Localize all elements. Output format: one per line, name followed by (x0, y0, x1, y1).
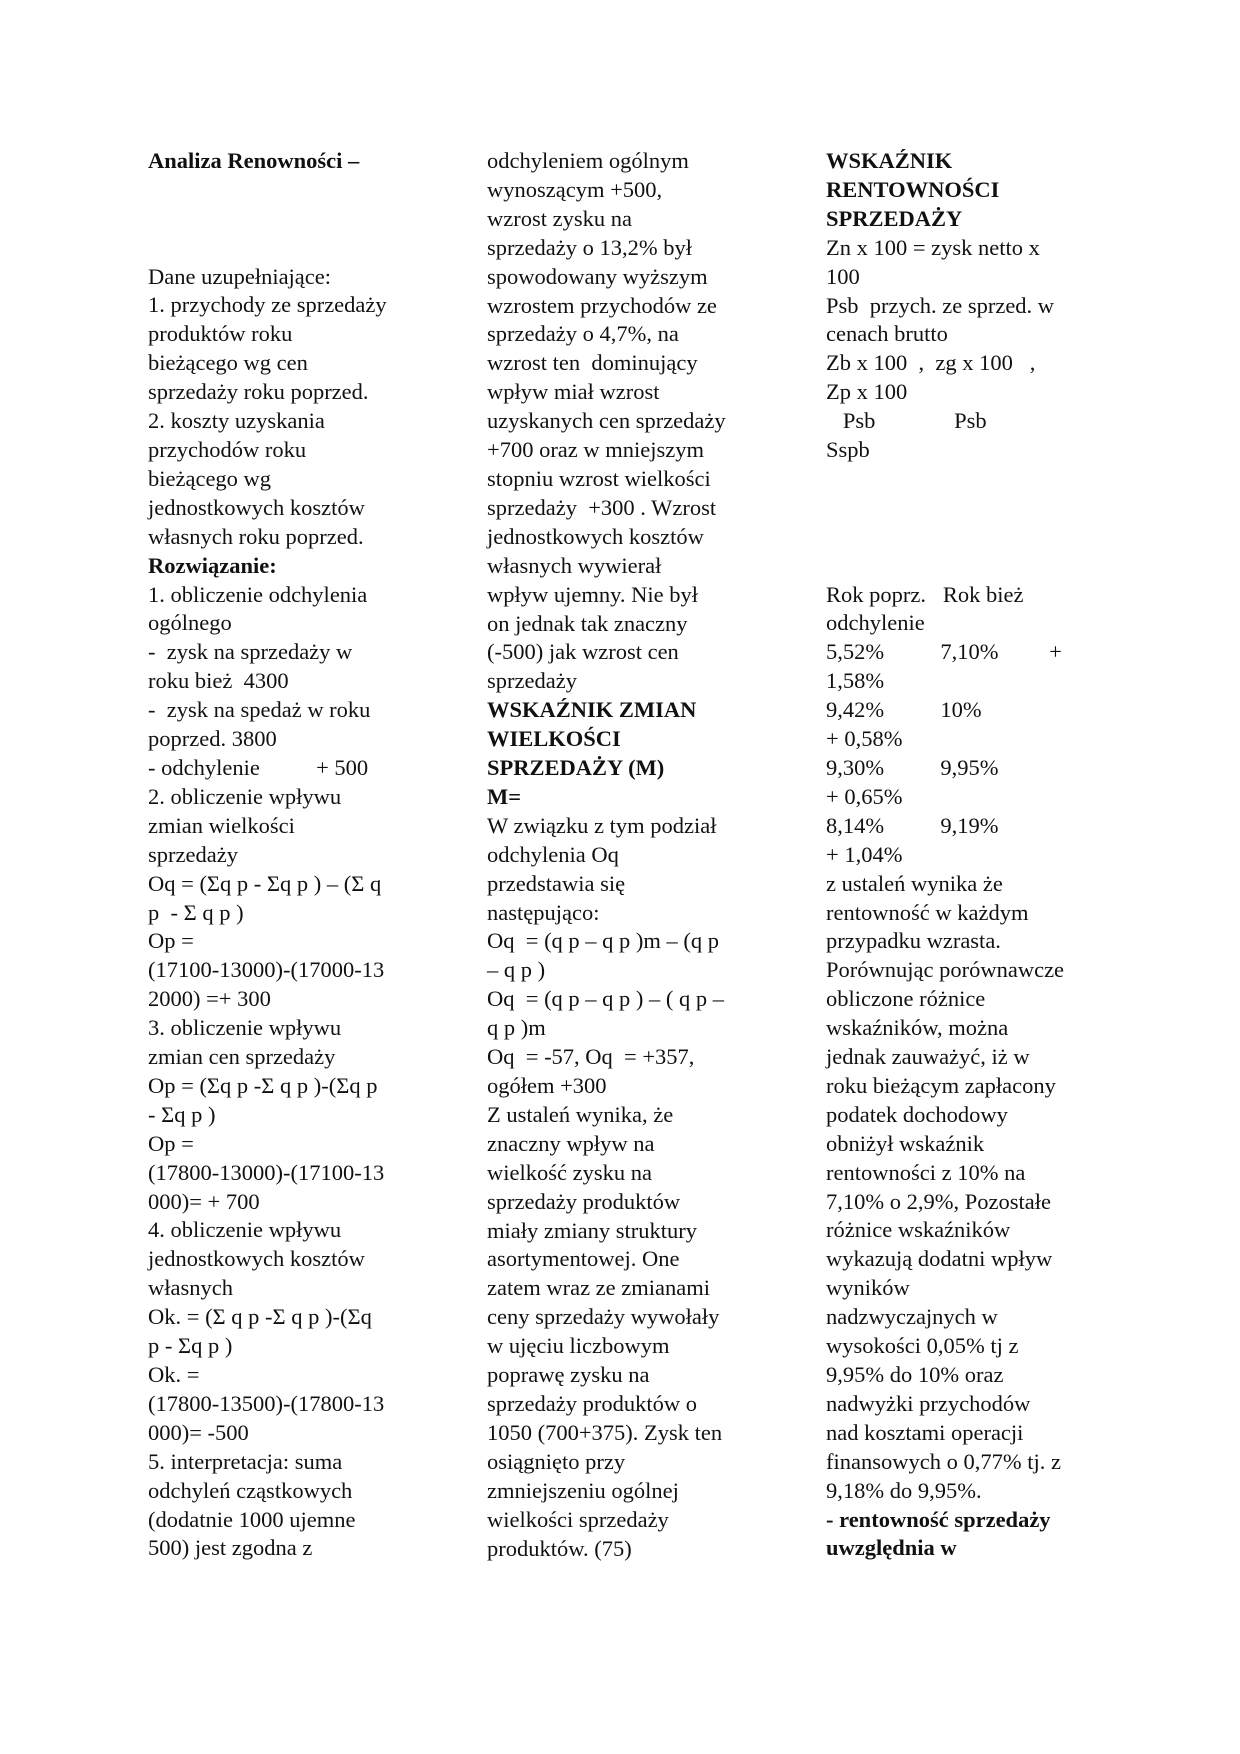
text-line: wynoszącym +500, (487, 176, 663, 202)
text-line: +700 oraz w mniejszym (487, 437, 705, 463)
text-line: nadwyżki przychodów (826, 1390, 1031, 1416)
text-line: (dodatnie 1000 ujemne (148, 1506, 356, 1532)
text-line: wpływ ujemny. Nie był (487, 581, 699, 607)
text-line: 500) jest zgodna z (148, 1535, 313, 1561)
text-line: on jednak tak znaczny (487, 610, 688, 636)
text-line: asortymentowej. One (487, 1246, 680, 1272)
text-line: wzrost ten dominujący (487, 350, 698, 376)
text-line: Psb przych. ze sprzed. w (826, 292, 1055, 318)
text-line: sprzedaży (148, 841, 238, 867)
text-line: 2. obliczenie wpływu (148, 783, 342, 809)
text-line: ogólnego (148, 610, 232, 636)
text-line: odchylenia Oq (487, 841, 619, 867)
text-line: 1. przychody ze sprzedaży (148, 292, 387, 318)
text-line: zmniejszeniu ogólnej (487, 1477, 679, 1503)
text-line: Zn x 100 = zysk netto x (826, 234, 1040, 260)
text-line: - Σq p ) (148, 1101, 216, 1127)
text-line: Psb Psb (826, 408, 987, 434)
text-line: q p )m (487, 1015, 546, 1041)
text-line: Op = (148, 928, 194, 954)
text-line: + 0,58% (826, 726, 903, 752)
text-line: 9,18% do 9,95%. (826, 1477, 982, 1503)
text-line: poprawę zysku na (487, 1362, 650, 1388)
text-line: wskaźników, można (826, 1015, 1009, 1041)
text-line: wysokości 0,05% tj z (826, 1333, 1019, 1359)
text-line: znaczny wpływ na (487, 1130, 655, 1156)
text-line: spowodowany wyższym (487, 263, 708, 289)
text-line: uwzględnia w (826, 1535, 957, 1561)
text-line: 9,42% 10% (826, 697, 982, 723)
text-line: zmian wielkości (148, 812, 295, 838)
text-line (826, 494, 1156, 523)
text-line: własnych wywierał (487, 552, 662, 578)
text-line: stopniu wzrost wielkości (487, 465, 711, 491)
text-line: - rentowność sprzedaży (826, 1506, 1051, 1532)
text-line: ceny sprzedaży wywołały (487, 1304, 720, 1330)
text-line: 2. koszty uzyskania (148, 408, 325, 434)
text-line: wpływ miał wzrost (487, 379, 660, 405)
text-line: Analiza Renowności – (148, 148, 360, 173)
text-line: przypadku wzrasta. (826, 928, 1001, 954)
text-line: 000)= -500 (148, 1419, 249, 1445)
text-line: Oq = (q p – q p ) – ( q p – (487, 986, 725, 1012)
text-line: 4. obliczenie wpływu (148, 1217, 342, 1243)
text-line: Ok. = (148, 1362, 200, 1388)
text-line: wielkość zysku na (487, 1159, 652, 1185)
text-line (148, 176, 448, 205)
text-line: jednostkowych kosztów (148, 1246, 365, 1272)
text-column-2 (487, 147, 797, 1563)
text-line: WIELKOŚCI (487, 726, 621, 752)
text-line: jednak zauważyć, iż w (826, 1044, 1030, 1070)
text-line: jednostkowych kosztów (148, 494, 365, 520)
text-line: sprzedaży +300 . Wzrost (487, 494, 717, 520)
text-line: 3. obliczenie wpływu (148, 1015, 342, 1041)
text-line: rentowność w każdym (826, 899, 1029, 925)
text-line: - zysk na spedaż w roku (148, 697, 371, 723)
text-line: sprzedaży o 13,2% był (487, 234, 692, 260)
text-line: wykazują dodatni wpływ (826, 1246, 1053, 1272)
text-line: bieżącego wg cen (148, 350, 308, 376)
text-line: – q p ) (487, 957, 546, 983)
text-line: (17100-13000)-(17000-13 (148, 957, 385, 983)
text-line: nadzwyczajnych w (826, 1304, 998, 1330)
text-line: rentowności z 10% na (826, 1159, 1026, 1185)
text-line: nad kosztami operacji (826, 1419, 1024, 1445)
text-line: roku bieżącym zapłacony (826, 1072, 1056, 1098)
text-line: sprzedaży produktów (487, 1188, 681, 1214)
text-line: 9,30% 9,95% (826, 754, 999, 780)
text-line: Dane uzupełniające: (148, 263, 332, 289)
text-line: jednostkowych kosztów (487, 523, 704, 549)
text-line: (17800-13000)-(17100-13 (148, 1159, 385, 1185)
text-line: p - Σq p ) (148, 1333, 233, 1359)
text-line: następująco: (487, 899, 600, 925)
text-line: wielkości sprzedaży (487, 1506, 669, 1532)
text-line: bieżącego wg (148, 465, 272, 491)
text-line: Ok. = (Σ q p -Σ q p )-(Σq (148, 1304, 372, 1330)
text-line: sprzedaży o 4,7%, na (487, 321, 679, 347)
text-line: odchylenie (826, 610, 925, 636)
text-line: obniżył wskaźnik (826, 1130, 985, 1156)
text-line: produktów roku (148, 321, 293, 347)
text-line: M= (487, 783, 522, 809)
text-line: poprzed. 3800 (148, 726, 277, 752)
text-line: własnych roku poprzed. (148, 523, 364, 549)
text-line (148, 234, 448, 263)
text-line: 9,95% do 10% oraz (826, 1362, 1004, 1387)
text-line: Oq = -57, Oq = +357, (487, 1044, 695, 1070)
text-line: 5. interpretacja: suma (148, 1448, 343, 1474)
text-column-3 (826, 147, 1156, 1563)
text-line: Porównując porównawcze (826, 957, 1065, 983)
text-line: przychodów roku (148, 437, 307, 463)
text-line: p - Σ q p ) (148, 899, 244, 925)
text-line: + 1,04% (826, 841, 903, 867)
text-line: - odchylenie + 500 (148, 754, 369, 780)
text-line: cenach brutto (826, 321, 948, 347)
text-line: różnice wskaźników (826, 1217, 1011, 1243)
text-line (826, 523, 1156, 552)
text-line: Z ustaleń wynika, że (487, 1101, 674, 1127)
text-line: podatek dochodowy (826, 1101, 1008, 1127)
text-line: WSKAŹNIK ZMIAN (487, 697, 697, 723)
text-line: 2000) =+ 300 (148, 986, 271, 1012)
text-line: (-500) jak wzrost cen (487, 639, 679, 665)
text-line: 7,10% o 2,9%, Pozostałe (826, 1188, 1051, 1214)
text-line: RENTOWNOŚCI (826, 176, 1000, 202)
text-line: odchyleń cząstkowych (148, 1477, 353, 1503)
text-line: 8,14% 9,19% (826, 812, 999, 838)
text-line: wyników (826, 1275, 910, 1301)
text-line: odchyleniem ogólnym (487, 148, 689, 173)
text-line: produktów. (75) (487, 1535, 632, 1561)
text-line: (17800-13500)-(17800-13 (148, 1390, 385, 1416)
text-line (148, 205, 448, 234)
text-line: przedstawia się (487, 870, 626, 896)
text-line: Rozwiązanie: (148, 552, 277, 578)
text-line: uzyskanych cen sprzedaży (487, 408, 726, 434)
text-line (826, 465, 1156, 494)
text-line: Zb x 100 , zg x 100 , (826, 350, 1036, 376)
text-line: ogółem +300 (487, 1073, 607, 1098)
text-line: WSKAŹNIK (826, 148, 953, 173)
text-line: finansowych o 0,77% tj. z (826, 1448, 1061, 1474)
text-line: 1050 (700+375). Zysk ten (487, 1419, 723, 1445)
text-line: miały zmiany struktury (487, 1217, 697, 1243)
text-line (826, 552, 1156, 581)
text-line: Oq = (Σq p - Σq p ) – (Σ q (148, 870, 382, 896)
text-line: Rok poprz. Rok bież (826, 581, 1024, 607)
text-line: sprzedaży roku poprzed. (148, 379, 369, 405)
text-line: osiągnięto przy (487, 1448, 626, 1474)
text-line: zmian cen sprzedaży (148, 1044, 336, 1070)
text-line: SPRZEDAŻY (M) (487, 755, 665, 781)
text-line: Op = (Σq p -Σ q p )-(Σq p (148, 1072, 378, 1098)
text-line: 1,58% (826, 668, 885, 694)
text-column-1 (148, 147, 448, 1563)
text-line: z ustaleń wynika że (826, 870, 1003, 896)
text-line: sprzedaży produktów o (487, 1390, 697, 1416)
text-line: roku bież 4300 (148, 668, 289, 694)
text-line: 5,52% 7,10% + (826, 639, 1062, 665)
text-line: w ujęciu liczbowym (487, 1333, 670, 1359)
text-line: 100 (826, 263, 860, 289)
text-line: 1. obliczenie odchylenia (148, 581, 368, 607)
text-line: Oq = (q p – q p )m – (q p (487, 928, 720, 954)
text-line: zatem wraz ze zmianami (487, 1275, 710, 1301)
text-line: obliczone różnice (826, 986, 986, 1012)
text-line: wzrostem przychodów ze (487, 292, 717, 318)
text-line: Op = (148, 1130, 194, 1156)
text-line: Sspb (826, 437, 870, 463)
text-line: 000)= + 700 (148, 1188, 260, 1214)
text-line: sprzedaży (487, 668, 577, 694)
text-line: SPRZEDAŻY (826, 205, 963, 231)
text-line: - zysk na sprzedaży w (148, 639, 353, 665)
text-line: własnych (148, 1275, 233, 1301)
text-line: wzrost zysku na (487, 205, 632, 231)
text-line: + 0,65% (826, 783, 903, 809)
text-line: W związku z tym podział (487, 812, 717, 838)
text-line: Zp x 100 (826, 379, 908, 405)
